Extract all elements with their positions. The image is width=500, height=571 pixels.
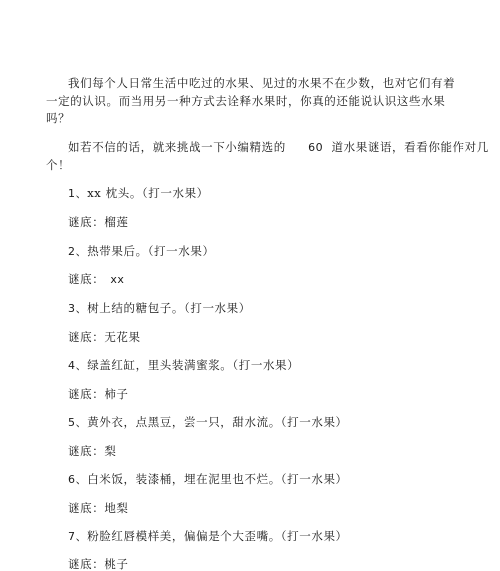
riddle-number: 5、 [68, 416, 88, 429]
answer-text: 桃子 [104, 557, 129, 571]
riddle-answer [68, 215, 129, 229]
answer-text: 无花果 [104, 330, 141, 344]
answer-label: 谜底： [68, 215, 105, 229]
answer-label: 谜底： [68, 444, 105, 458]
challenge-text-part1: 如若不信的话，就来挑战一下小编精选的 [68, 140, 286, 154]
riddle-question [68, 358, 299, 373]
riddle-text: 粉脸红唇模样美，偏偏是个大歪嘴。（打一水果） [87, 529, 348, 543]
answer-label: 谜底： [68, 272, 105, 286]
riddle-text: xx 枕头。（打一水果） [87, 186, 209, 200]
riddle-number: 7、 [68, 530, 88, 543]
riddle-question [68, 415, 348, 430]
intro-line-2: 一定的认识。而当用另一种方式去诠释水果时，你真的还能说认识这些水果 [46, 94, 446, 108]
answer-label: 谜底： [68, 387, 105, 401]
riddle-text: 黄外衣，点黑豆，尝一只，甜水流。（打一水果） [87, 415, 348, 429]
riddle-text: 白米饭，装漆桶，埋在泥里也不烂。（打一水果） [87, 472, 348, 486]
riddle-number: 2、 [68, 245, 88, 258]
challenge-text-part2: 道水果谜语，看看你能作对几 [331, 140, 489, 154]
challenge-line-2: 个！ [46, 158, 71, 172]
riddle-answer [68, 387, 129, 401]
answer-text: 柿子 [104, 387, 129, 401]
answer-label: 谜底： [68, 501, 105, 515]
riddle-answer [68, 272, 125, 287]
riddle-answer [68, 330, 141, 344]
riddle-answer [68, 501, 129, 515]
answer-label: 谜底： [68, 557, 105, 571]
riddle-question [68, 529, 348, 544]
riddle-number: 1、 [68, 187, 88, 200]
answer-text: 榴莲 [104, 215, 129, 229]
riddle-number: 6、 [68, 473, 88, 486]
intro-line-1: 我们每个人日常生活中吃过的水果、见过的水果不在少数，也对它们有着 [68, 76, 456, 90]
riddle-question [68, 301, 251, 316]
answer-text: xx [110, 273, 125, 286]
intro-line-3: 吗？ [46, 111, 71, 125]
answer-text: 梨 [104, 444, 117, 458]
riddle-answer [68, 557, 129, 571]
riddle-question [68, 244, 215, 259]
riddle-question [68, 472, 348, 487]
challenge-number: 60 [308, 141, 324, 154]
riddle-question [68, 186, 209, 201]
challenge-line-1 [68, 140, 489, 155]
answer-text: 地梨 [104, 501, 129, 515]
answer-label: 谜底： [68, 330, 105, 344]
riddle-text: 绿盖红缸，里头装满蜜浆。（打一水果） [87, 358, 300, 372]
riddle-number: 4、 [68, 359, 88, 372]
riddle-text: 树上结的糖包子。（打一水果） [87, 301, 251, 315]
riddle-number: 3、 [68, 302, 88, 315]
riddle-text: 热带果后。（打一水果） [87, 244, 215, 258]
riddle-answer [68, 444, 116, 458]
